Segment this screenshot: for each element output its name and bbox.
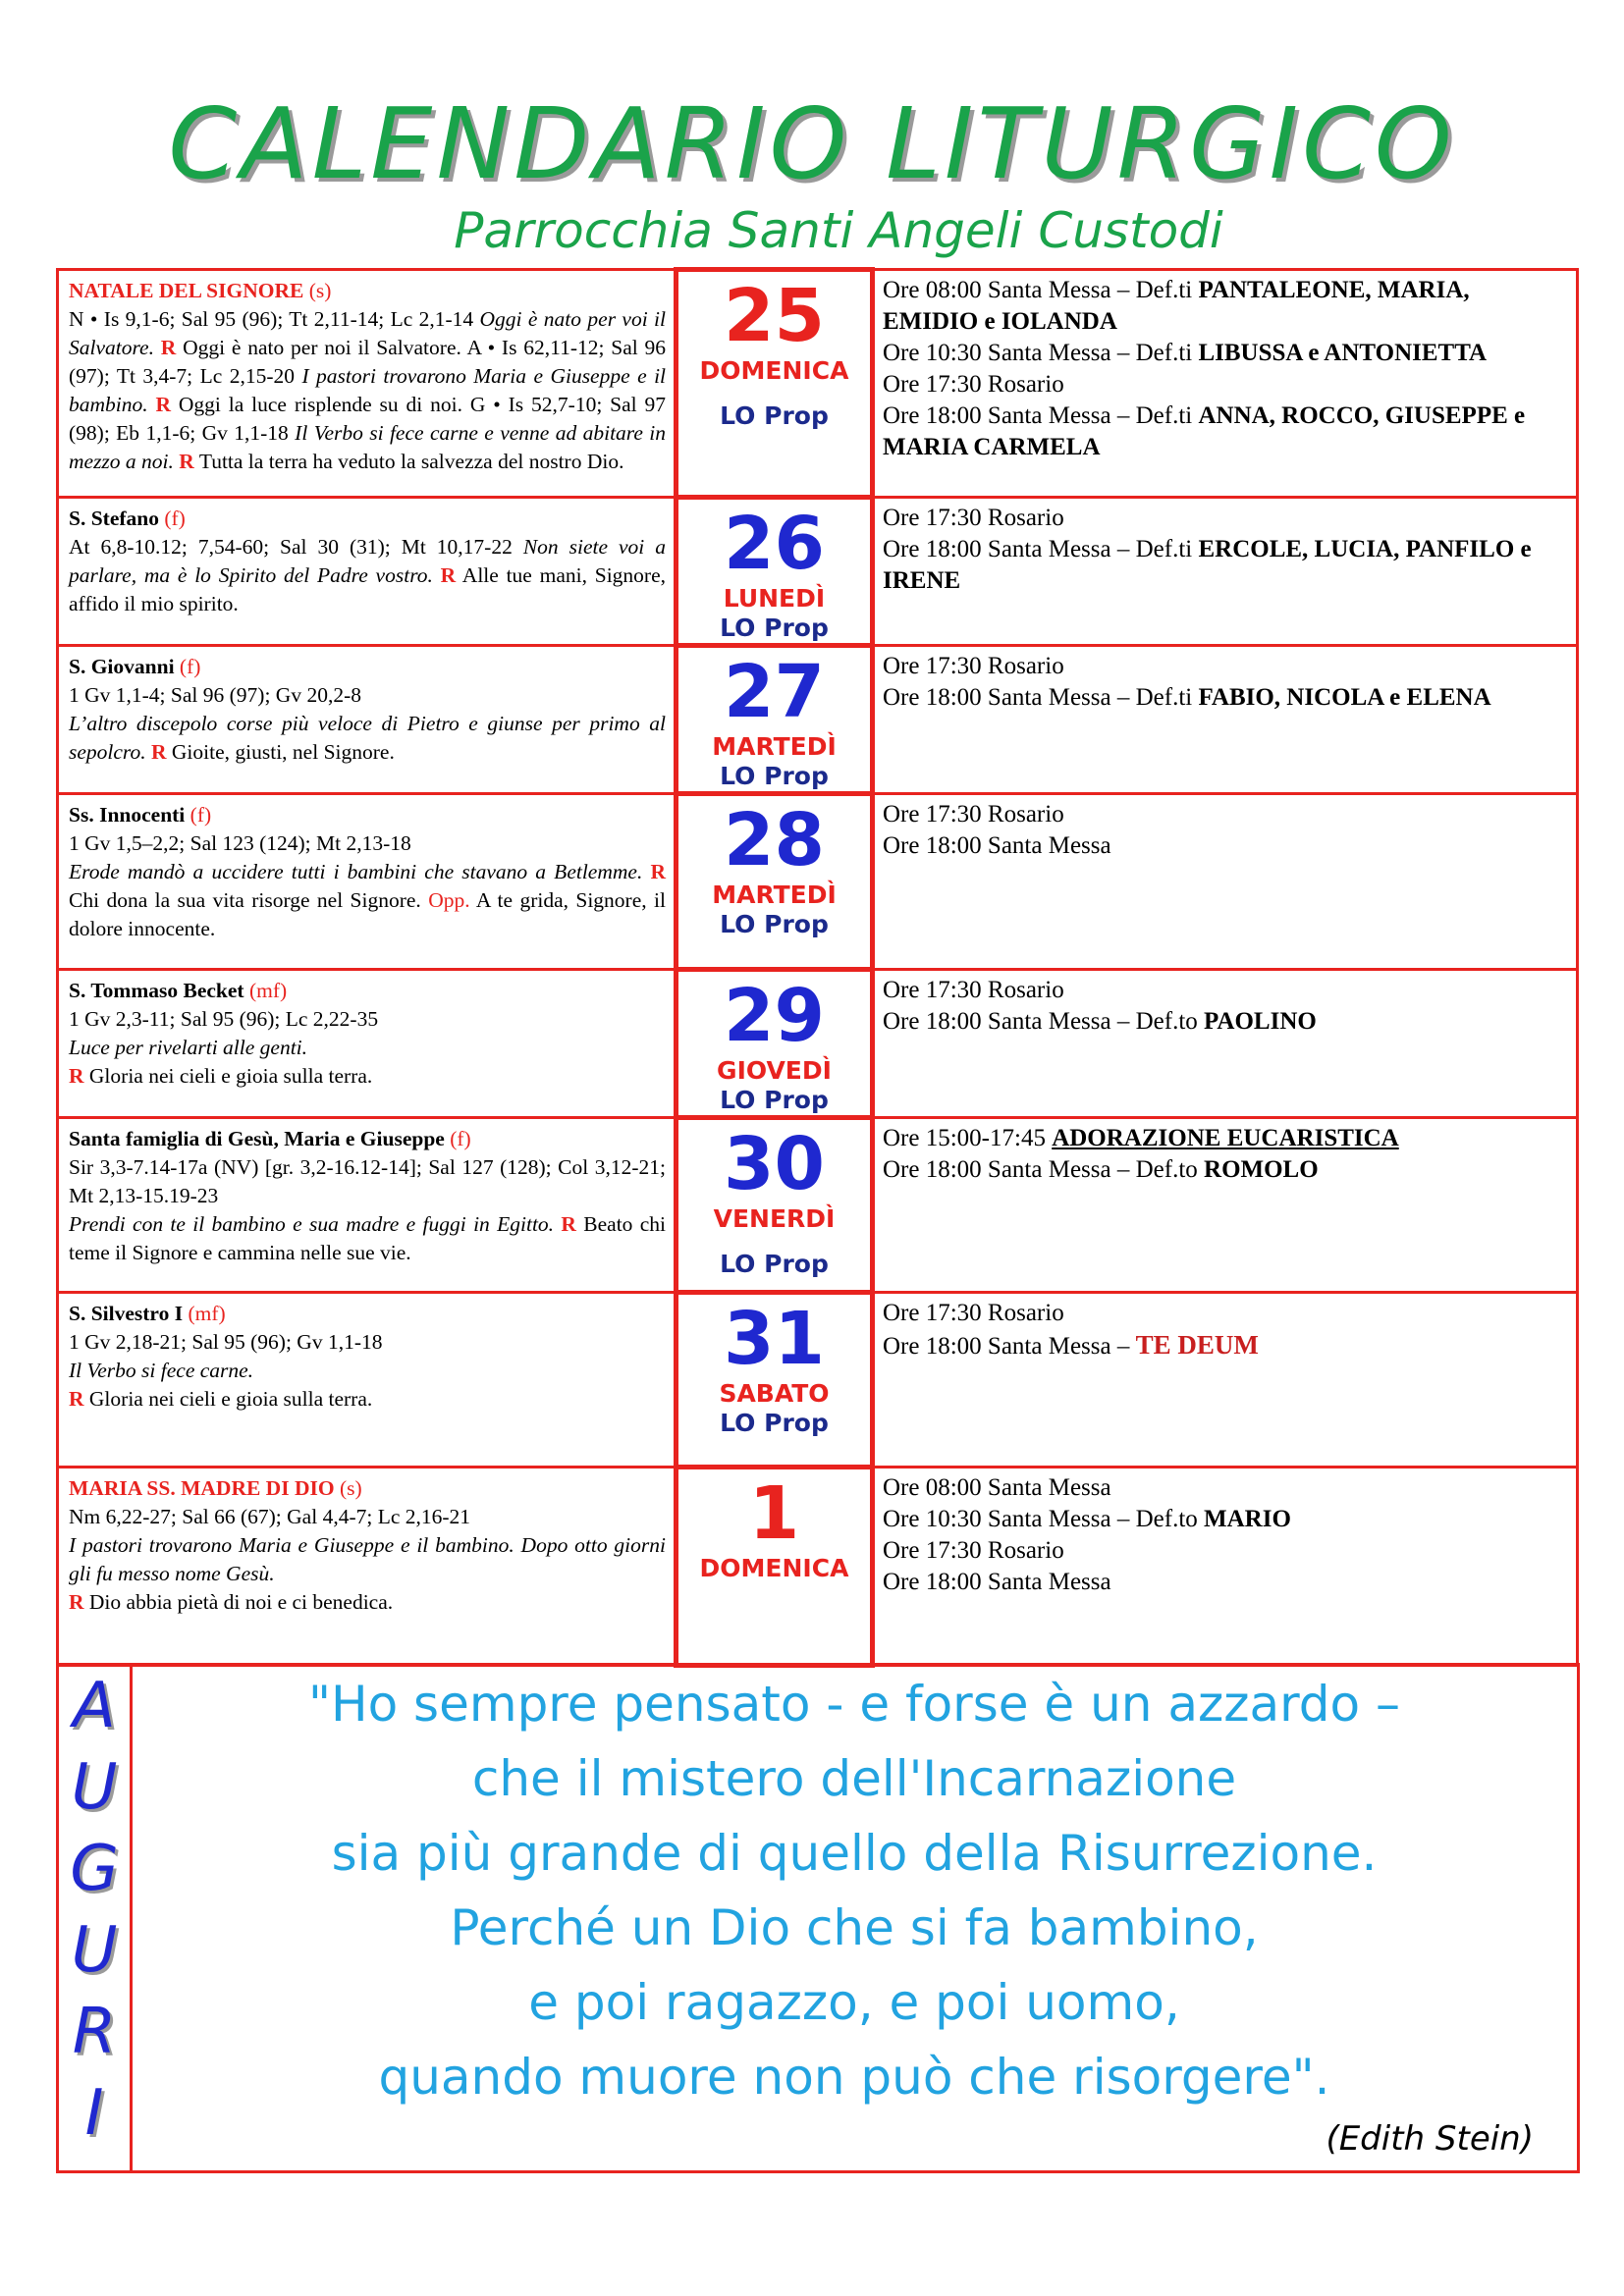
event: Ore 18:00 Santa Messa – Def.ti — [883, 402, 1193, 429]
liturgy-hours: LO Prop — [720, 1250, 829, 1278]
event: Ore 18:00 Santa Messa — [883, 832, 1111, 859]
date-cell — [677, 1118, 873, 1293]
day-number: 1 — [748, 1471, 800, 1556]
event-names: MARIO — [1204, 1506, 1291, 1532]
event: Ore 18:00 Santa Messa – Def.to — [883, 1008, 1198, 1035]
feast-rank: (mf) — [188, 1302, 226, 1325]
psalm-response: Tutta la terra ha veduto la salvezza del nostro Dio. — [198, 450, 624, 473]
day-number: 27 — [724, 650, 825, 734]
event: Ore 17:30 Rosario — [883, 505, 1064, 531]
event-names: ERCOLE, LUCIA, PANFILO e IRENE — [883, 536, 1532, 594]
events-cell — [873, 1468, 1578, 1666]
feast-name: MARIA SS. MADRE DI DIO — [69, 1476, 335, 1500]
event-highlight: ADORAZIONE EUCARISTICA — [1052, 1125, 1399, 1151]
day-of-week: VENERDÌ — [713, 1204, 836, 1233]
event: Ore 18:00 Santa Messa – Def.to — [883, 1156, 1198, 1183]
date-cell — [677, 270, 873, 498]
event-highlight: TE DEUM — [1135, 1330, 1259, 1360]
feast-name: S. Tommaso Becket — [69, 979, 244, 1002]
psalm-response: Gioite, giusti, nel Signore. — [171, 740, 395, 764]
auguri-letter: R — [72, 1996, 117, 2068]
day-of-week: GIOVEDÌ — [717, 1056, 832, 1085]
feast-name: S. Giovanni — [69, 655, 175, 678]
quote-line: "Ho sempre pensato - e forse è un azzardo – — [307, 1676, 1401, 1733]
feast-rank: (s) — [339, 1476, 362, 1500]
event: Ore 17:30 Rosario — [883, 801, 1064, 828]
auguri-letter: U — [71, 1751, 118, 1824]
page-title: CALENDARIO LITURGICO — [168, 86, 1456, 201]
antiphon: Erode mandò a uccidere tutti i bambini che stavano a Betlemme. — [69, 860, 643, 883]
feast-name: S. Stefano — [69, 507, 159, 530]
response-marker: R — [69, 1590, 84, 1614]
day-number: 31 — [724, 1297, 825, 1381]
day-of-week: MARTEDÌ — [712, 732, 837, 761]
quote-line: quando muore non può che risorgere". — [378, 2049, 1330, 2106]
events-cell — [873, 498, 1578, 646]
event: Ore 10:30 Santa Messa – Def.ti — [883, 340, 1193, 366]
liturgy-cell — [58, 1468, 677, 1666]
event-names: ROMOLO — [1204, 1156, 1319, 1183]
response-marker: R — [69, 1387, 84, 1411]
day-number: 25 — [724, 274, 825, 358]
response-marker: R — [179, 450, 194, 473]
readings: A • Is 62,11-12; Sal 96 (97); Tt 3,4-7; Lc 2,15-20 — [69, 336, 667, 388]
psalm-response: Gloria nei cieli e gioia sulla terra. — [88, 1387, 373, 1411]
readings: G • Is 52,7-10; Sal 97 (98); Eb 1,1-6; Gv 1,1-18 — [69, 393, 667, 445]
event: Ore 18:00 Santa Messa – — [883, 1333, 1130, 1360]
response-marker: R — [151, 740, 167, 764]
readings: Sir 3,3-7.14-17a (NV) [gr. 3,2-16.12-14]; Sal 127 (128); Col 3,12-21; Mt 2,13-15.19-23 — [69, 1155, 666, 1207]
day-of-week: DOMENICA — [699, 356, 849, 385]
psalm-response: Dio abbia pietà di noi e ci benedica. — [88, 1590, 394, 1614]
events-cell — [873, 270, 1578, 498]
day-of-week: LUNEDÌ — [723, 584, 826, 613]
antiphon: I pastori trovarono Maria e Giuseppe e il bambino. Dopo otto giorni gli fu messo nome Gesù. — [69, 1533, 666, 1585]
quote-line: sia più grande di quello della Risurrezione. — [331, 1825, 1378, 1882]
events-cell — [873, 970, 1578, 1118]
event: Ore 18:00 Santa Messa — [883, 1569, 1111, 1595]
antiphon: Il Verbo si fece carne. — [69, 1359, 254, 1382]
day-of-week: DOMENICA — [699, 1554, 849, 1582]
auguri-letter: G — [70, 1833, 119, 1905]
day-number: 26 — [724, 502, 825, 586]
alternative-marker: Opp. — [428, 888, 470, 912]
day-of-week: MARTEDÌ — [712, 881, 837, 909]
quote-line: e poi ragazzo, e poi uomo, — [528, 1974, 1180, 2031]
quote-author: (Edith Stein) — [1326, 2119, 1534, 2159]
events-cell — [873, 1293, 1578, 1468]
auguri-letter: U — [71, 1914, 118, 1987]
date-cell — [677, 970, 873, 1118]
parish-subtitle: Parrocchia Santi Angeli Custodi — [454, 202, 1223, 259]
event: Ore 18:00 Santa Messa – Def.ti — [883, 684, 1193, 711]
calendar-table — [56, 267, 1579, 1668]
event: Ore 18:00 Santa Messa – Def.ti — [883, 536, 1193, 562]
date-cell — [677, 1293, 873, 1468]
liturgy-cell — [58, 1118, 677, 1293]
auguri-vertical — [59, 1666, 133, 2170]
response-marker: R — [160, 336, 177, 359]
feast-name: Ss. Innocenti — [69, 803, 186, 827]
liturgy-hours: LO Prop — [720, 1086, 829, 1114]
liturgy-cell — [58, 646, 677, 794]
auguri-letter: I — [84, 2077, 104, 2150]
feast-rank: (s) — [308, 279, 332, 302]
events-cell — [873, 794, 1578, 970]
antiphon: Luce per rivelarti alle genti. — [69, 1036, 308, 1059]
event: Ore 17:30 Rosario — [883, 371, 1064, 398]
antiphon: Prendi con te il bambino e sua madre e fuggi in Egitto. — [69, 1212, 555, 1236]
event-names: PANTALEONE, MARIA, EMIDIO e IOLANDA — [883, 277, 1470, 335]
response-marker: R — [440, 563, 457, 587]
readings: N • Is 9,1-6; Sal 95 (96); Tt 2,11-14; Lc 2,1-14 — [69, 307, 474, 331]
event-names: LIBUSSA e ANTONIETTA — [1198, 340, 1488, 366]
antiphon: Il Verbo si fece carne e venne ad abitare in mezzo a noi. — [69, 421, 667, 473]
liturgy-hours: LO Prop — [720, 1409, 829, 1437]
psalm-response-alt: A te grida, Signore, il dolore innocente. — [69, 888, 666, 940]
psalm-response: Beato chi teme il Signore e cammina nelle sue vie. — [69, 1212, 667, 1264]
date-cell — [677, 1468, 873, 1666]
liturgy-hours: LO Prop — [720, 614, 829, 642]
event: Ore 08:00 Santa Messa — [883, 1474, 1111, 1501]
event: Ore 17:30 Rosario — [883, 977, 1064, 1003]
feast-name: NATALE DEL SIGNORE — [69, 279, 304, 302]
event: Ore 10:30 Santa Messa – Def.to — [883, 1506, 1198, 1532]
event: Ore 15:00-17:45 — [883, 1125, 1046, 1151]
readings: 1 Gv 2,3-11; Sal 95 (96); Lc 2,22-35 — [69, 1007, 379, 1031]
quote-line: Perché un Dio che si fa bambino, — [450, 1899, 1259, 1956]
response-marker: R — [155, 393, 172, 416]
liturgy-cell — [58, 498, 677, 646]
day-number: 28 — [724, 798, 825, 882]
liturgy-hours: LO Prop — [720, 910, 829, 938]
event-names: ANNA, ROCCO, GIUSEPPE e MARIA CARMELA — [883, 402, 1526, 460]
antiphon: I pastori trovarono Maria e Giuseppe e il bambino. — [69, 364, 667, 416]
feast-rank: (f) — [450, 1127, 471, 1150]
feast-rank: (f) — [179, 655, 201, 678]
antiphon: L’altro discepolo corse più veloce di Pietro e giunse per primo al sepolcro. — [69, 712, 666, 764]
day-number: 29 — [724, 974, 825, 1058]
day-number: 30 — [724, 1122, 825, 1206]
psalm-response: Oggi è nato per noi il Salvatore. — [183, 336, 461, 359]
response-marker: R — [650, 860, 666, 883]
psalm-response: Oggi la luce risplende su di noi. — [178, 393, 462, 416]
date-cell — [677, 498, 873, 646]
table-row — [58, 270, 1578, 498]
event-names: FABIO, NICOLA e ELENA — [1198, 684, 1491, 711]
liturgy-cell — [58, 794, 677, 970]
readings: Nm 6,22-27; Sal 66 (67); Gal 4,4-7; Lc 2,16-21 — [69, 1505, 471, 1528]
event: Ore 17:30 Rosario — [883, 1537, 1064, 1564]
event: Ore 17:30 Rosario — [883, 653, 1064, 679]
auguri-letter: A — [73, 1670, 116, 1742]
feast-rank: (f) — [189, 803, 212, 827]
liturgy-cell — [58, 270, 677, 498]
event-names: PAOLINO — [1204, 1008, 1317, 1035]
antiphon: Non siete voi a parlare, ma è lo Spirito del Padre vostro. — [69, 535, 666, 587]
table-row — [58, 970, 1578, 1118]
psalm-response: Chi dona la sua vita risorge nel Signore. — [69, 888, 421, 912]
liturgy-cell — [58, 1293, 677, 1468]
table-row — [58, 1293, 1578, 1468]
response-marker: R — [69, 1064, 84, 1088]
date-cell — [677, 646, 873, 794]
table-row — [58, 646, 1578, 794]
table-row — [58, 1468, 1578, 1666]
feast-rank: (f) — [164, 507, 186, 530]
events-cell — [873, 1118, 1578, 1293]
feast-name: S. Silvestro I — [69, 1302, 184, 1325]
psalm-response: Gloria nei cieli e gioia sulla terra. — [88, 1064, 373, 1088]
feast-rank: (mf) — [248, 979, 288, 1002]
psalm-response: Alle tue mani, Signore, affido il mio spirito. — [69, 563, 667, 615]
liturgy-cell — [58, 970, 677, 1118]
response-marker: R — [561, 1212, 576, 1236]
readings: 1 Gv 1,1-4; Sal 96 (97); Gv 20,2-8 — [69, 683, 361, 707]
table-row — [58, 498, 1578, 646]
antiphon: Oggi è nato per voi il Salvatore. — [69, 307, 667, 359]
day-of-week: SABATO — [719, 1379, 830, 1408]
feast-name: Santa famiglia di Gesù, Maria e Giuseppe — [69, 1127, 445, 1150]
table-row — [58, 1118, 1578, 1293]
liturgy-hours: LO Prop — [720, 401, 829, 430]
table-row — [58, 794, 1578, 970]
event: Ore 17:30 Rosario — [883, 1300, 1064, 1326]
event: Ore 08:00 Santa Messa – Def.ti — [883, 277, 1193, 303]
quote-line: che il mistero dell'Incarnazione — [471, 1750, 1237, 1807]
readings: 1 Gv 1,5–2,2; Sal 123 (124); Mt 2,13-18 — [69, 831, 411, 855]
readings: At 6,8-10.12; 7,54-60; Sal 30 (31); Mt 10,17-22 — [69, 535, 523, 559]
events-cell — [873, 646, 1578, 794]
liturgy-hours: LO Prop — [720, 762, 829, 790]
readings: 1 Gv 2,18-21; Sal 95 (96); Gv 1,1-18 — [69, 1330, 383, 1354]
date-cell — [677, 794, 873, 970]
auguri-box — [56, 1663, 1580, 2173]
